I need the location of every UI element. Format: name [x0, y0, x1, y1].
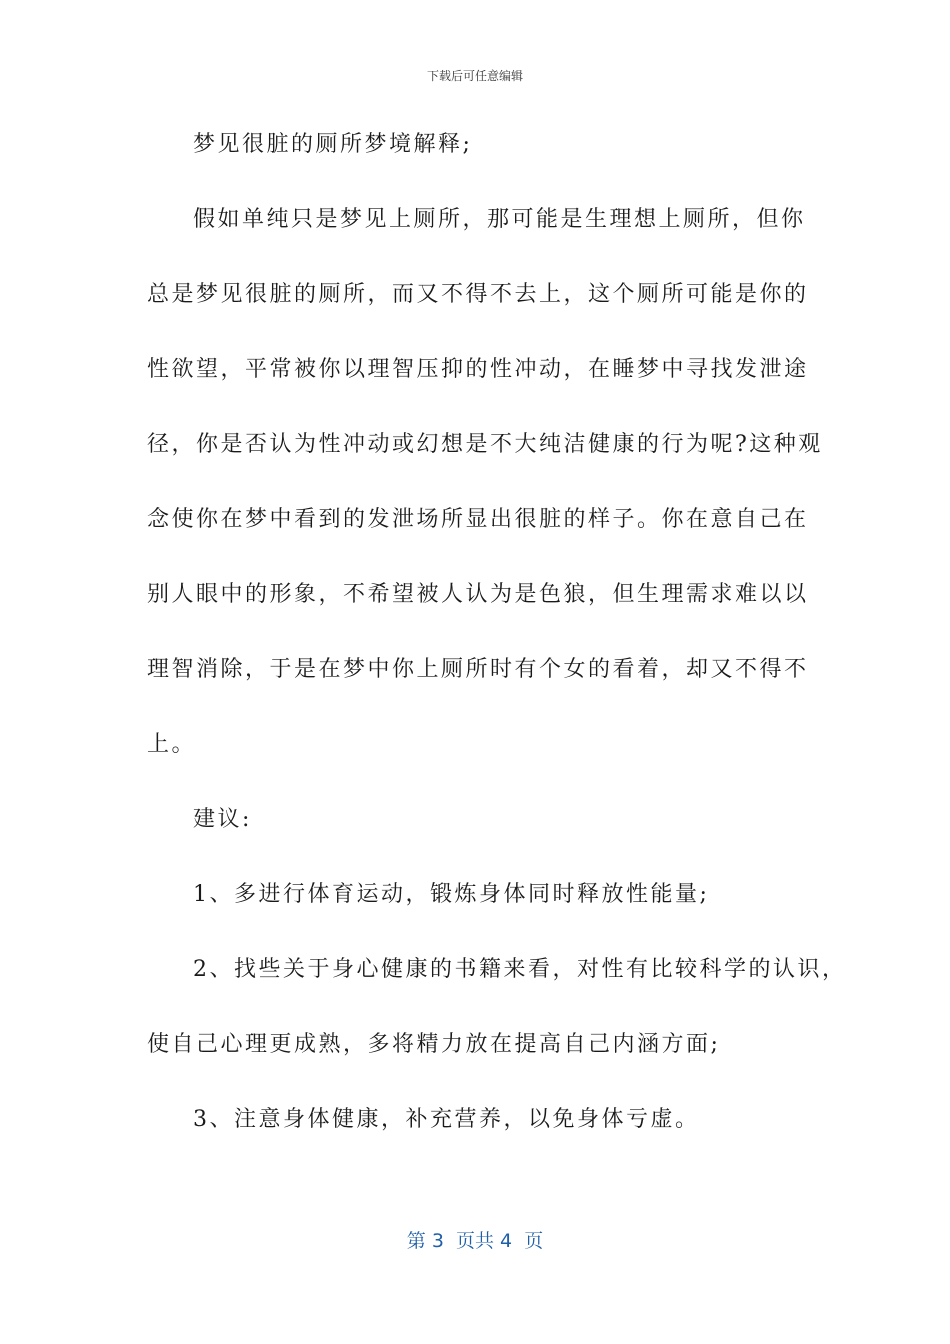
advice-item-1: 1、多进行体育运动，锻炼身体同时释放性能量; [193, 882, 710, 907]
advice-item-3: 3、注意身体健康，补充营养，以免身体亏虚。 [193, 1107, 700, 1132]
advice-item-2-continued: 使自己心理更成熟，多将精力放在提高自己内涵方面; [147, 1032, 721, 1057]
page-header: 下载后可任意编辑 [426, 69, 523, 83]
paragraph-line: 念使你在梦中看到的发泄场所显出很脏的样子。你在意自己在 [147, 507, 809, 532]
paragraph-line: 上。 [147, 732, 197, 757]
paragraph-line: 性欲望，平常被你以理智压抑的性冲动，在睡梦中寻找发泄途 [147, 357, 809, 382]
advice-item-2: 2、找些关于身心健康的书籍来看，对性有比较科学的认识， [193, 957, 847, 982]
paragraph-line: 假如单纯只是梦见上厕所，那可能是生理想上厕所，但你 [193, 207, 806, 232]
page-number: 第 3 页共 4 页 [406, 1230, 544, 1252]
paragraph-line: 别人眼中的形象，不希望被人认为是色狼，但生理需求难以以 [147, 582, 809, 607]
advice-label: 建议: [193, 807, 252, 832]
section-heading: 梦见很脏的厕所梦境解释; [193, 132, 473, 157]
paragraph-line: 总是梦见很脏的厕所，而又不得不去上，这个厕所可能是你的 [147, 282, 809, 307]
paragraph-line: 径，你是否认为性冲动或幻想是不大纯洁健康的行为呢?这种观 [147, 432, 823, 457]
paragraph-line: 理智消除，于是在梦中你上厕所时有个女的看着，却又不得不 [147, 657, 809, 682]
